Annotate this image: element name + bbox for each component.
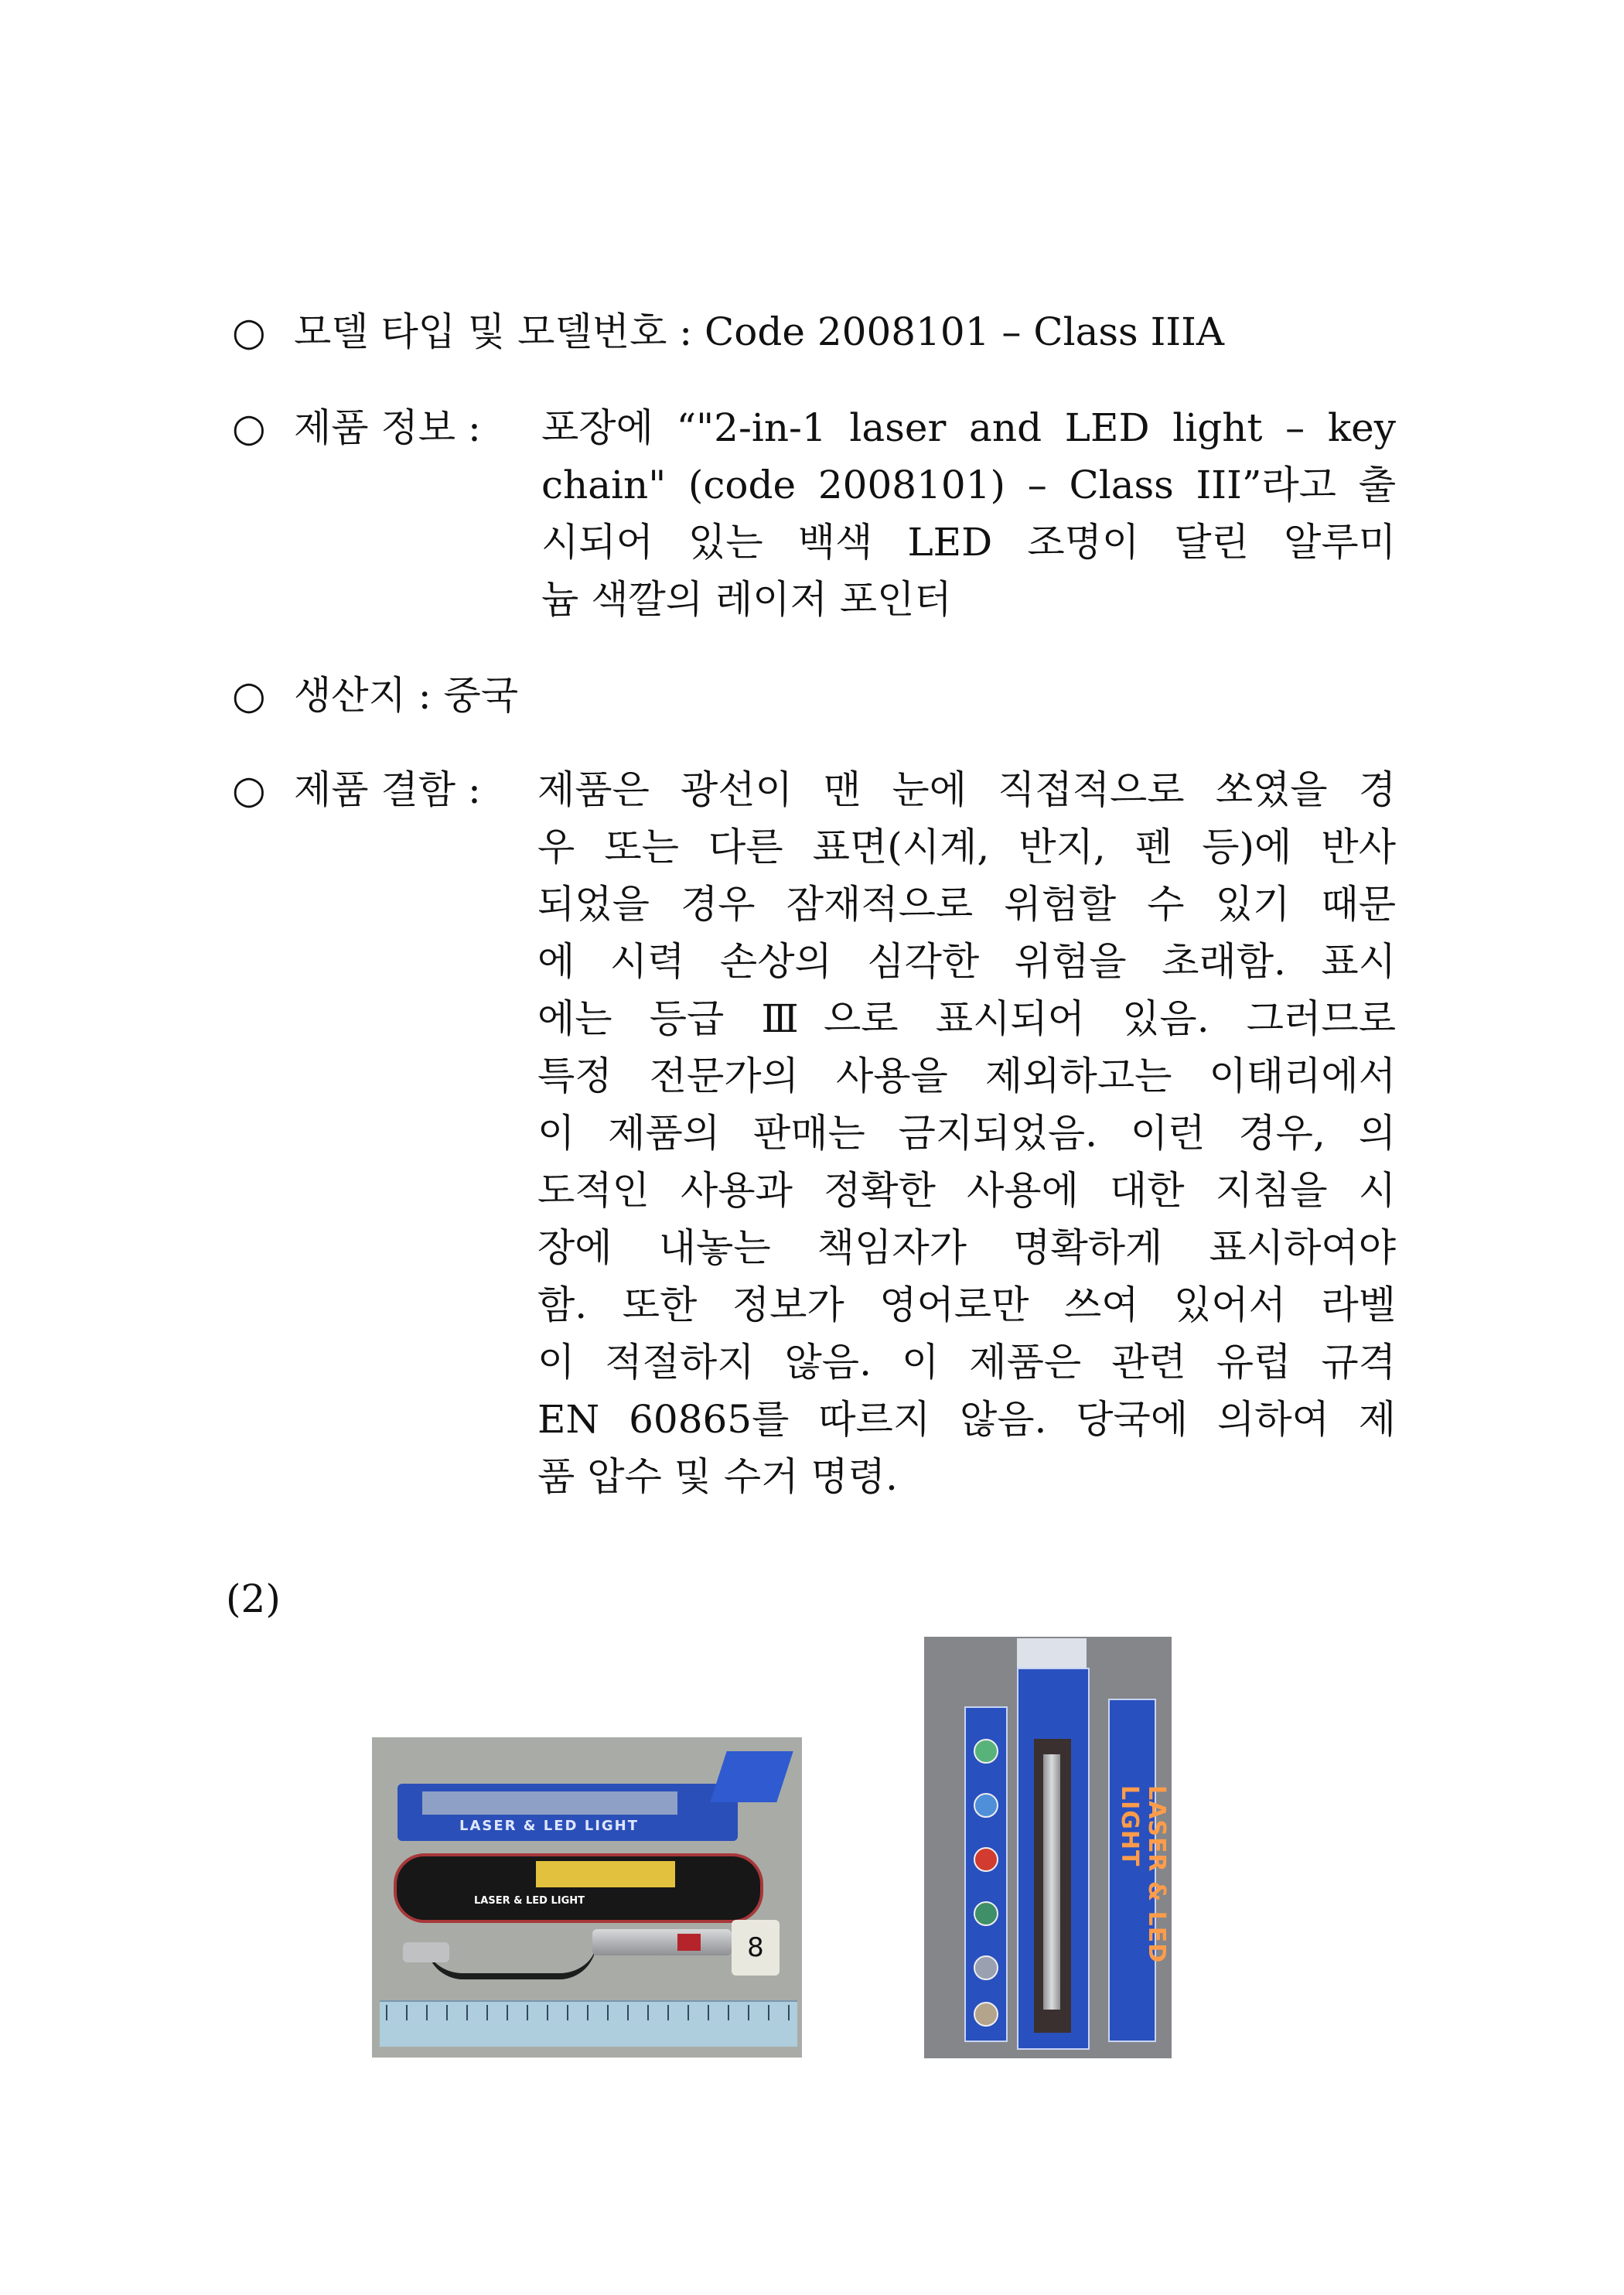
item-defect [232,761,1407,1519]
package-side-panel [1108,1699,1170,2042]
package-window [1034,1739,1071,2033]
defect-content [537,761,1396,1505]
package-flap [710,1751,793,1802]
laser-pointer [1043,1754,1060,2010]
defect-line: 품 압수 및 수거 명령. [537,1454,898,1499]
led-cap [403,1942,449,1962]
insert-stripe [536,1861,675,1887]
feature-dot [974,1793,998,1818]
laser-pointer [592,1929,732,1955]
bullet: ○ [232,673,266,718]
package-box [397,1784,738,1841]
defect-line: 장에 내놓는 책임자가 명확하게 표시하여야 [537,1225,1396,1270]
origin-text: 생산지 : 중국 [294,673,519,718]
box-label: LASER & LED LIGHT [1116,1785,1170,1964]
defect-line: 특정 전문가의 사용을 제외하고는 이태리에서 [537,1054,1396,1098]
pointer-red-band [677,1934,701,1951]
defect-line: 도적인 사용과 정확한 사용에 대한 지침을 시 [537,1168,1396,1213]
bullet: ○ [232,405,266,450]
product-photo-right [924,1637,1172,2058]
product-info-label: 제품 정보 : [294,405,481,450]
sample-tag: 8 [732,1920,780,1976]
model-type-text: 모델 타입 및 모델번호 : Code 2008101 – Class IIIA [294,309,1224,354]
bullet: ○ [232,767,266,812]
feature-dot [974,1847,998,1872]
product-info-line: chain" (code 2008101) – Class III”라고 출 [541,463,1396,507]
feature-dot [974,2002,998,2027]
package-insert [394,1853,763,1923]
box-top-flap [1017,1638,1087,1668]
product-info-line: 시되어 있는 백색 LED 조명이 달린 알루미 [541,520,1396,565]
defect-line: 에는 등급 Ⅲ으로 표시되어 있음. 그러므로 [537,996,1396,1041]
defect-label: 제품 결함 : [294,767,481,812]
subsection-number: (2) [226,1576,281,1621]
flexible-cable [426,1942,596,1979]
item-model-type [232,303,1407,360]
package-front [1017,1668,1090,2050]
feature-dot [974,1955,998,1980]
defect-line: 함. 또한 정보가 영어로만 쓰여 있어서 라벨 [537,1282,1396,1327]
product-photo-left [372,1737,802,2058]
defect-line: 되었을 경우 잠재적으로 위험할 수 있기 때문 [537,882,1396,927]
defect-line: 이 적절하지 않음. 이 제품은 관련 유럽 규격 [537,1340,1396,1385]
item-product-info [232,399,1407,631]
feature-dot [974,1739,998,1764]
defect-line: EN 60865를 따르지 않음. 당국에 의하여 제 [537,1397,1396,1442]
insert-label: LASER & LED LIGHT [474,1895,585,1907]
package-label: LASER & LED LIGHT [459,1818,640,1834]
product-info-content [541,399,1396,628]
product-info-line: 늄 색깔의 레이저 포인터 [541,577,952,622]
feature-dot [974,1901,998,1926]
bullet: ○ [232,309,266,354]
package-window [422,1791,677,1815]
product-info-line: 포장에 “"2-in-1 laser and LED light – key [541,405,1396,450]
defect-line: 우 또는 다른 표면(시계, 반지, 펜 등)에 반사 [537,825,1396,869]
ruler-ticks [386,2005,791,2020]
defect-line: 이 제품의 판매는 금지되었음. 이런 경우, 의 [537,1111,1396,1156]
defect-line: 에 시력 손상의 심각한 위험을 초래함. 표시 [537,939,1396,984]
defect-line: 제품은 광선이 맨 눈에 직접적으로 쏘였을 경 [537,767,1396,812]
package-side-panel [964,1706,1008,2042]
item-origin [232,667,1407,724]
ruler [380,2000,797,2047]
